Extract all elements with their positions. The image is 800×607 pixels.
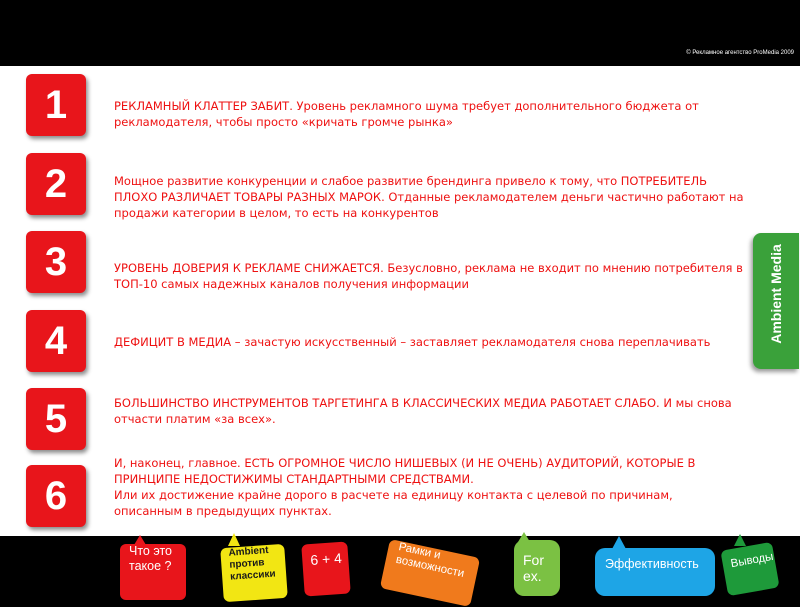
- ambient-media-tab-label: Ambient Media: [768, 244, 784, 344]
- nav-ambient-vs-classic-pointer: [228, 533, 240, 546]
- nav-for-ex-button[interactable]: [514, 540, 560, 596]
- item-number-2: 2: [26, 153, 86, 215]
- ambient-media-tab[interactable]: [753, 233, 799, 369]
- item-number-1: 1: [26, 74, 86, 136]
- nav-ambient-vs-classic-button[interactable]: [220, 544, 288, 602]
- item-text-4: ДЕФИЦИТ В МЕДИА – зачастую искусственный – заставляет рекламодателя снова переплачивать: [114, 335, 711, 349]
- item-text-5: БОЛЬШИНСТВО ИНСТРУМЕНТОВ ТАРГЕТИНГА В КЛАССИЧЕСКИХ МЕДИА РАБОТАЕТ СЛАБО. И мы снова отчасти платим «за всех».: [114, 396, 732, 426]
- item-text-3: УРОВЕНЬ ДОВЕРИЯ К РЕКЛАМЕ СНИЖАЕТСЯ. Безусловно, реклама не входит по мнению потребителя в ТОП-10 самых надежных каналов получения информации: [114, 261, 743, 291]
- nav-efficiency-label: Эффективность: [605, 557, 699, 571]
- item-number-6: 6: [26, 465, 86, 527]
- nav-6-plus-4-button[interactable]: [301, 541, 351, 596]
- item-text-1: РЕКЛАМНЫЙ КЛАТТЕР ЗАБИТ. Уровень рекламного шума требует дополнительного бюджета от рекламодателя, чтобы просто «кричать громче рынка»: [114, 99, 699, 129]
- nav-for-ex-label: For ex.: [523, 552, 544, 584]
- top-bar: [0, 0, 800, 66]
- nav-ambient-vs-classic-label: Ambient против классики: [228, 544, 276, 583]
- copyright: © Рекламное агентство ProMedia 2009: [686, 50, 794, 56]
- item-number-5: 5: [26, 388, 86, 450]
- nav-conclusions-button[interactable]: [720, 542, 779, 596]
- nav-6-plus-4-label: 6 + 4: [309, 549, 343, 569]
- nav-what-is-it-button[interactable]: [120, 544, 186, 600]
- nav-what-is-it-label: Что это такое ?: [129, 544, 172, 573]
- item-number-4: 4: [26, 310, 86, 372]
- item-number-3: 3: [26, 231, 86, 293]
- nav-conclusions-pointer: [734, 534, 746, 546]
- nav-what-is-it-pointer: [134, 535, 146, 545]
- nav-efficiency-pointer: [612, 536, 626, 549]
- nav-frames-label: Рамки и возможности: [394, 541, 466, 580]
- nav-for-ex-pointer: [518, 532, 530, 542]
- nav-efficiency-button[interactable]: [595, 548, 715, 596]
- item-text-2: Мощное развитие конкуренции и слабое развитие брендинга привело к тому, что ПОТРЕБИТЕЛЬ ПЛОХО РАЗЛИЧАЕТ ТОВАРЫ РАЗНЫХ МАРОК. Отданные рекламодателем деньги частично работают на продажи категории в целом, то есть на конкурентов: [114, 174, 744, 220]
- item-text-6: И, наконец, главное. ЕСТЬ ОГРОМНОЕ ЧИСЛО НИШЕВЫХ (И НЕ ОЧЕНЬ) АУДИТОРИЙ, КОТОРЫЕ В ПРИНЦИПЕ НЕДОСТИЖИМЫ СТАНДАРТНЫМИ СРЕДСТВАМИ. Или их достижение крайне дорого в расчете на единицу контакта с целевой по причинам, описанным в предыдущих пунктах.: [114, 456, 696, 518]
- nav-conclusions-label: Выводы: [729, 550, 775, 571]
